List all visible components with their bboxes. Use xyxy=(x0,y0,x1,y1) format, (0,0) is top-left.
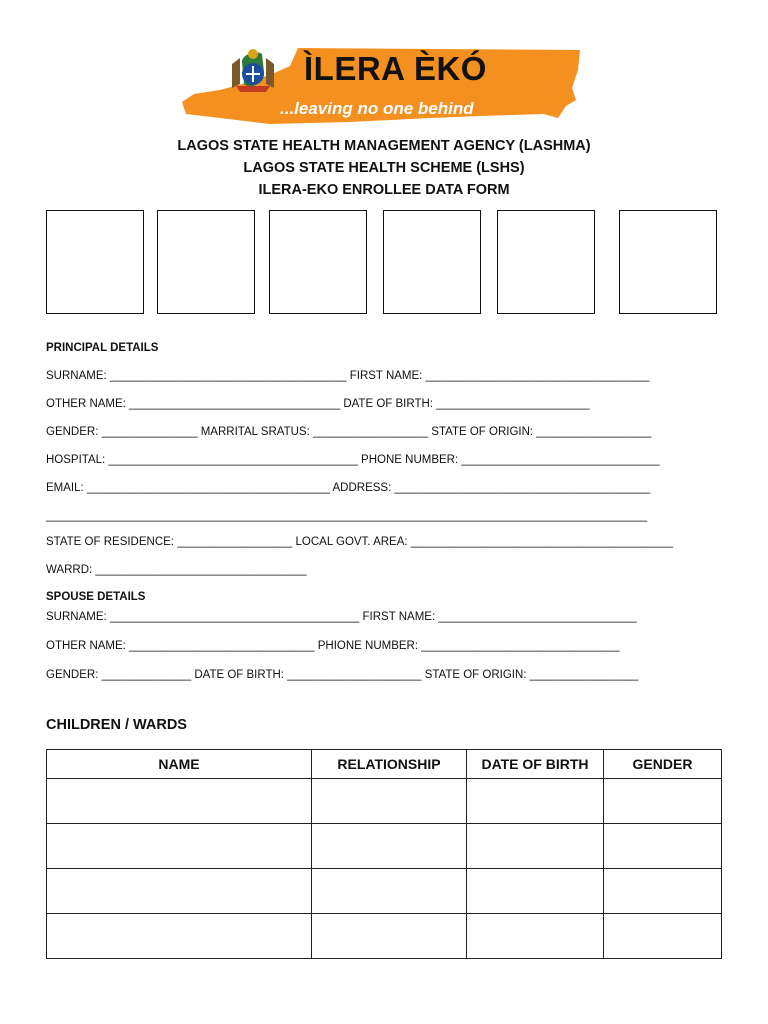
column-header-gender: GENDER xyxy=(604,750,722,779)
brand-title: ÌLERA ÈKÓ xyxy=(304,50,487,87)
child-dob-cell[interactable] xyxy=(467,869,604,914)
photo-box xyxy=(497,210,595,314)
principal-email-line[interactable]: EMAIL: ______________________________________ ADDRESS: ________________________________________ xyxy=(46,482,651,494)
children-table xyxy=(46,749,722,959)
child-dob-cell[interactable] xyxy=(467,914,604,959)
child-relationship-cell[interactable] xyxy=(312,914,467,959)
principal-ward-line[interactable]: WARRD: _________________________________ xyxy=(46,564,307,576)
scheme-title: LAGOS STATE HEALTH SCHEME (LSHS) xyxy=(243,160,525,176)
child-relationship-cell[interactable] xyxy=(312,869,467,914)
table-row xyxy=(47,914,722,959)
child-name-cell[interactable] xyxy=(47,779,312,824)
table-row xyxy=(47,779,722,824)
table-header-row xyxy=(47,750,722,779)
brand-tagline: ...leaving no one behind xyxy=(280,99,474,118)
principal-gender-line[interactable]: GENDER: _______________ MARRITAL SRATUS: __________________ STATE OF ORIGIN: __________________ xyxy=(46,426,652,438)
photo-box xyxy=(383,210,481,314)
agency-title: LAGOS STATE HEALTH MANAGEMENT AGENCY (LASHMA) xyxy=(177,138,591,154)
table-row xyxy=(47,824,722,869)
table-row xyxy=(47,869,722,914)
child-gender-cell[interactable] xyxy=(604,824,722,869)
spouse-name-line[interactable]: SURNAME: _______________________________________ FIRST NAME: _______________________________ xyxy=(46,611,637,623)
principal-residence-line[interactable]: STATE OF RESIDENCE: __________________ LOCAL GOVT. AREA: _________________________________________ xyxy=(46,536,673,548)
principal-other-name-line[interactable]: OTHER NAME: _________________________________ DATE OF BIRTH: ________________________ xyxy=(46,398,590,410)
child-gender-cell[interactable] xyxy=(604,869,722,914)
children-wards-title: CHILDREN / WARDS xyxy=(46,717,187,733)
form-title: ILERA-EKO ENROLLEE DATA FORM xyxy=(258,182,510,198)
child-name-cell[interactable] xyxy=(47,824,312,869)
ilera-eko-logo xyxy=(180,44,590,126)
child-gender-cell[interactable] xyxy=(604,779,722,824)
photo-box xyxy=(46,210,144,314)
photo-box xyxy=(269,210,367,314)
principal-name-line[interactable]: SURNAME: _____________________________________ FIRST NAME: ___________________________________ xyxy=(46,370,650,382)
child-relationship-cell[interactable] xyxy=(312,824,467,869)
column-header-date-of-birth: DATE OF BIRTH xyxy=(467,750,604,779)
child-dob-cell[interactable] xyxy=(467,824,604,869)
photo-box xyxy=(619,210,717,314)
principal-hospital-line[interactable]: HOSPITAL: _______________________________________ PHONE NUMBER: _______________________________ xyxy=(46,454,660,466)
photo-box xyxy=(157,210,255,314)
principal-details-title: PRINCIPAL DETAILS xyxy=(46,342,159,354)
spouse-gender-line[interactable]: GENDER: ______________ DATE OF BIRTH: _____________________ STATE OF ORIGIN: _________________ xyxy=(46,669,639,681)
principal-address-continuation-line[interactable]: ______________________________________________________________________________________________ xyxy=(46,510,648,522)
child-gender-cell[interactable] xyxy=(604,914,722,959)
form-header xyxy=(0,135,768,201)
child-relationship-cell[interactable] xyxy=(312,779,467,824)
spouse-details-title: SPOUSE DETAILS xyxy=(46,591,146,603)
child-dob-cell[interactable] xyxy=(467,779,604,824)
child-name-cell[interactable] xyxy=(47,869,312,914)
column-header-name: NAME xyxy=(47,750,312,779)
child-name-cell[interactable] xyxy=(47,914,312,959)
spouse-other-name-line[interactable]: OTHER NAME: _____________________________ PHIONE NUMBER: _______________________________ xyxy=(46,640,620,652)
column-header-relationship: RELATIONSHIP xyxy=(312,750,467,779)
